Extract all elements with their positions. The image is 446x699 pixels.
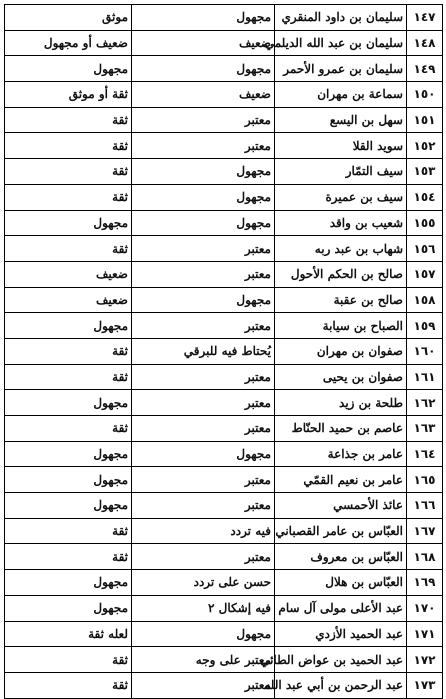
- narrator-name: عبد الحميد الأزدي: [275, 621, 407, 647]
- row-number: ١٦٩: [407, 570, 443, 596]
- assessment-cell: ثقة: [5, 184, 132, 210]
- row-number: ١٦٥: [407, 467, 443, 493]
- table-row: [5, 133, 443, 159]
- assessment-cell: مجهول: [5, 313, 132, 339]
- assessment-cell: مجهول: [5, 210, 132, 236]
- row-number: ١٦٣: [407, 416, 443, 442]
- assessment-cell: ثقة: [5, 647, 132, 673]
- table-row: [5, 390, 443, 416]
- narrator-name: صالح بن الحكم الأحول: [275, 261, 407, 287]
- grade-cell: معتبر: [132, 416, 275, 442]
- row-number: ١٥٩: [407, 313, 443, 339]
- table-row: [5, 287, 443, 313]
- narrator-name: صفوان بن مهران: [275, 338, 407, 364]
- grade-cell: معتبر: [132, 133, 275, 159]
- row-number: ١٧٣: [407, 672, 443, 698]
- narrator-name: سويد القلا: [275, 133, 407, 159]
- grade-cell: مجهول: [132, 159, 275, 185]
- row-number: ١٦٨: [407, 544, 443, 570]
- grade-cell: معتبر: [132, 390, 275, 416]
- narrator-name: العبّاس بن معروف: [275, 544, 407, 570]
- narrator-name: عبد الرحمن بن أبي عبد الله: [275, 672, 407, 698]
- table-row: [5, 493, 443, 519]
- row-number: ١٦٠: [407, 338, 443, 364]
- grade-cell: مجهول: [132, 210, 275, 236]
- table-row: [5, 672, 443, 698]
- narrator-name: طلحة بن زيد: [275, 390, 407, 416]
- grade-cell: مجهول: [132, 56, 275, 82]
- grade-cell: مجهول: [132, 441, 275, 467]
- narrator-name: شعيب بن واقد: [275, 210, 407, 236]
- row-number: ١٥١: [407, 107, 443, 133]
- assessment-cell: ثقة: [5, 364, 132, 390]
- narrator-name: عبد الأعلى مولى آل سام: [275, 595, 407, 621]
- row-number: ١٦٤: [407, 441, 443, 467]
- table-row: [5, 441, 443, 467]
- table-row: [5, 338, 443, 364]
- assessment-cell: مجهول: [5, 56, 132, 82]
- assessment-cell: مجهول: [5, 493, 132, 519]
- grade-cell: معتبر على وجه: [132, 647, 275, 673]
- table-row: [5, 647, 443, 673]
- assessment-cell: ثقة: [5, 416, 132, 442]
- table-row: [5, 56, 443, 82]
- table-row: [5, 184, 443, 210]
- row-number: ١٥٧: [407, 261, 443, 287]
- narrator-name: عبد الحميد بن عواض الطائي: [275, 647, 407, 673]
- table-row: [5, 210, 443, 236]
- narrator-name: عائذ الأحمسي: [275, 493, 407, 519]
- narrator-name: سليمان بن عبد الله الديلمي: [275, 30, 407, 56]
- table-row: [5, 82, 443, 108]
- narrator-name: سهل بن اليسع: [275, 107, 407, 133]
- table-row: [5, 416, 443, 442]
- row-number: ١٦٢: [407, 390, 443, 416]
- table-row: [5, 30, 443, 56]
- grade-cell: معتبر: [132, 672, 275, 698]
- grade-cell: مجهول: [132, 621, 275, 647]
- narrator-name: سليمان بن داود المنقري: [275, 5, 407, 31]
- row-number: ١٤٧: [407, 5, 443, 31]
- narrator-name: الصباح بن سيابة: [275, 313, 407, 339]
- assessment-cell: لعله ثقة: [5, 621, 132, 647]
- grade-cell: معتبر: [132, 261, 275, 287]
- table-row: [5, 313, 443, 339]
- row-number: ١٥٤: [407, 184, 443, 210]
- narrator-name: عامر بن جذاعة: [275, 441, 407, 467]
- narrator-name: صفوان بن يحيى: [275, 364, 407, 390]
- table-row: [5, 364, 443, 390]
- narrator-name: سيف التمّار: [275, 159, 407, 185]
- row-number: ١٥٣: [407, 159, 443, 185]
- assessment-cell: ضعيف أو مجهول: [5, 30, 132, 56]
- assessment-cell: مجهول: [5, 467, 132, 493]
- narrator-name: عاصم بن حميد الحنّاط: [275, 416, 407, 442]
- grade-cell: يُحتاط فيه للبرقي: [132, 338, 275, 364]
- narrator-name: سليمان بن عمرو الأحمر: [275, 56, 407, 82]
- grade-cell: معتبر: [132, 467, 275, 493]
- grade-cell: معتبر: [132, 364, 275, 390]
- narrator-name: عامر بن نعيم القمّي: [275, 467, 407, 493]
- grade-cell: معتبر: [132, 313, 275, 339]
- assessment-cell: مجهول: [5, 595, 132, 621]
- assessment-cell: ثقة: [5, 107, 132, 133]
- assessment-cell: ثقة: [5, 133, 132, 159]
- table-row: [5, 107, 443, 133]
- narrator-name: العبّاس بن هلال: [275, 570, 407, 596]
- row-number: ١٤٨: [407, 30, 443, 56]
- row-number: ١٤٩: [407, 56, 443, 82]
- grade-cell: فيه تردد: [132, 518, 275, 544]
- table-body: [5, 5, 443, 699]
- assessment-cell: مجهول: [5, 441, 132, 467]
- table-row: [5, 159, 443, 185]
- table-row: [5, 261, 443, 287]
- assessment-cell: مجهول: [5, 570, 132, 596]
- assessment-cell: ضعيف: [5, 287, 132, 313]
- table-row: [5, 5, 443, 31]
- table-row: [5, 518, 443, 544]
- row-number: ١٧٠: [407, 595, 443, 621]
- narrators-table: [4, 4, 443, 699]
- row-number: ١٧٢: [407, 647, 443, 673]
- grade-cell: فيه إشكال ٢: [132, 595, 275, 621]
- assessment-cell: ثقة: [5, 672, 132, 698]
- assessment-cell: ثقة: [5, 544, 132, 570]
- grade-cell: معتبر: [132, 107, 275, 133]
- row-number: ١٥٥: [407, 210, 443, 236]
- assessment-cell: ثقة: [5, 236, 132, 262]
- table-row: [5, 595, 443, 621]
- row-number: ١٦١: [407, 364, 443, 390]
- grade-cell: معتبر: [132, 236, 275, 262]
- row-number: ١٥٢: [407, 133, 443, 159]
- grade-cell: ضعيف: [132, 82, 275, 108]
- assessment-cell: ثقة: [5, 338, 132, 364]
- row-number: ١٥٠: [407, 82, 443, 108]
- assessment-cell: موثق: [5, 5, 132, 31]
- table-row: [5, 570, 443, 596]
- grade-cell: معتبر: [132, 493, 275, 519]
- row-number: ١٥٦: [407, 236, 443, 262]
- narrator-name: سماعة بن مهران: [275, 82, 407, 108]
- grade-cell: ضعيف: [132, 30, 275, 56]
- row-number: ١٦٧: [407, 518, 443, 544]
- table-row: [5, 236, 443, 262]
- table-row: [5, 621, 443, 647]
- grade-cell: حسن على تردد: [132, 570, 275, 596]
- assessment-cell: ثقة: [5, 518, 132, 544]
- row-number: ١٦٦: [407, 493, 443, 519]
- assessment-cell: مجهول: [5, 390, 132, 416]
- grade-cell: مجهول: [132, 184, 275, 210]
- table-row: [5, 467, 443, 493]
- row-number: ١٧١: [407, 621, 443, 647]
- grade-cell: مجهول: [132, 5, 275, 31]
- assessment-cell: ثقة أو موثق: [5, 82, 132, 108]
- narrator-name: سيف بن عميرة: [275, 184, 407, 210]
- grade-cell: معتبر: [132, 544, 275, 570]
- narrator-name: العبّاس بن عامر القصباني: [275, 518, 407, 544]
- row-number: ١٥٨: [407, 287, 443, 313]
- grade-cell: مجهول: [132, 287, 275, 313]
- assessment-cell: ضعيف: [5, 261, 132, 287]
- narrator-name: شهاب بن عبد ربه: [275, 236, 407, 262]
- assessment-cell: ثقة: [5, 159, 132, 185]
- narrator-name: صالح بن عقبة: [275, 287, 407, 313]
- table-row: [5, 544, 443, 570]
